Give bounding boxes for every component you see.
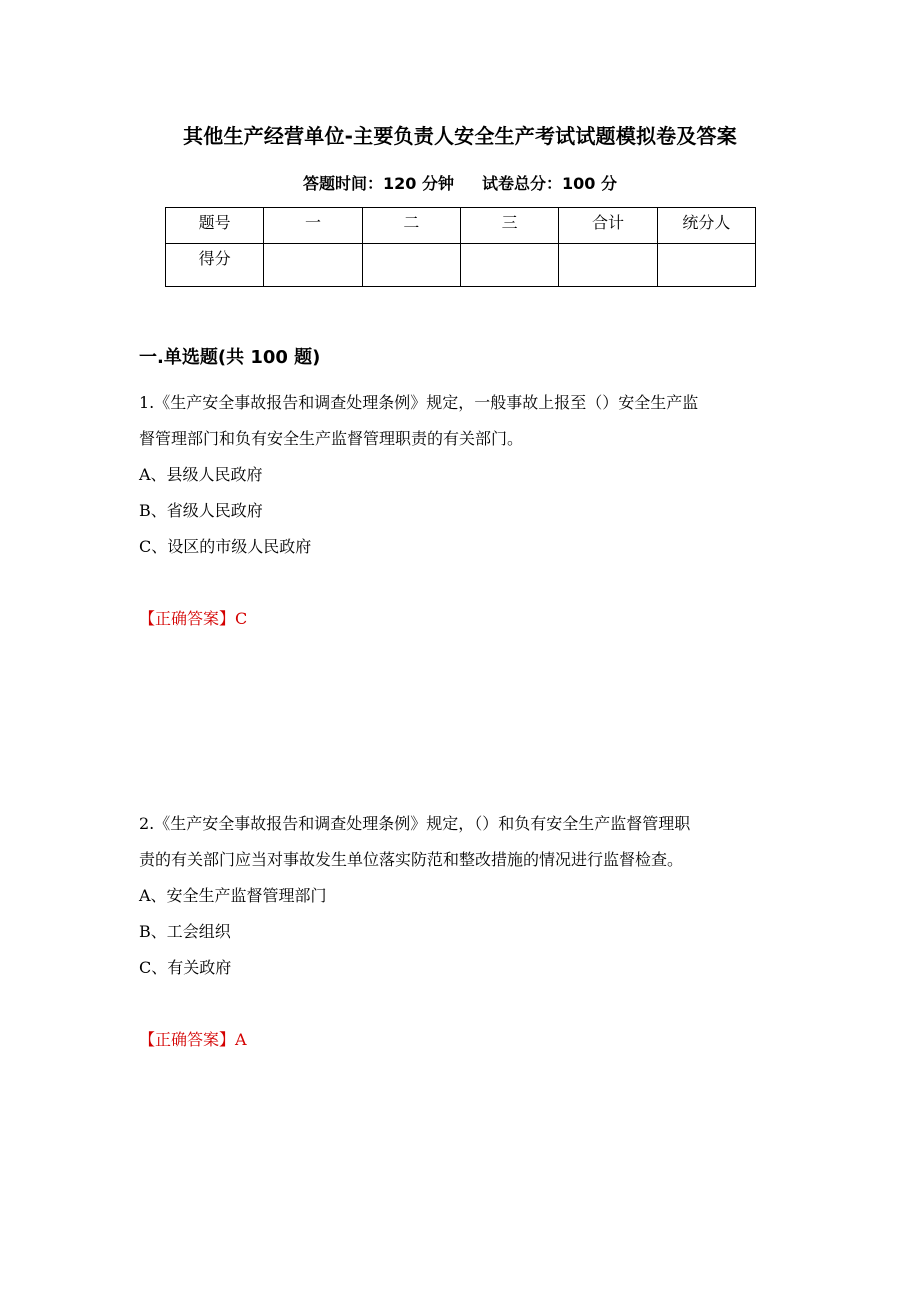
exam-time: 答题时间：120 分钟: [303, 174, 454, 193]
exam-info: [0, 172, 920, 196]
score-row-label: 得分: [166, 244, 264, 287]
score-cell: [657, 244, 755, 287]
exam-title: 其他生产经营单位-主要负责人安全生产考试试题模拟卷及答案: [183, 124, 737, 148]
score-table-header-row: [166, 208, 756, 244]
score-table-header-cell: 二: [362, 208, 460, 244]
score-table-header-cell: 一: [264, 208, 362, 244]
score-cell: [264, 244, 362, 287]
option-b: B、工会组织: [139, 922, 231, 941]
score-table: [165, 207, 756, 287]
answer-value: A: [235, 1030, 247, 1049]
exam-total-score: 试卷总分：100 分: [482, 174, 617, 193]
section-title: 一.单选题(共 100 题): [139, 347, 321, 368]
score-table-header-cell: 合计: [559, 208, 657, 244]
answer-label: 【正确答案】: [139, 1030, 236, 1049]
score-cell: [559, 244, 657, 287]
score-table-header-cell: 统分人: [657, 208, 755, 244]
question-1: [139, 385, 784, 565]
question-stem: 2.《生产安全事故报告和调查处理条例》规定，（）和负有安全生产监督管理职: [139, 814, 691, 833]
question-2: [139, 806, 784, 986]
score-table-header-cell: 三: [460, 208, 558, 244]
option-a: A、安全生产监督管理部门: [139, 886, 327, 905]
question-stem: 1.《生产安全事故报告和调查处理条例》规定，一般事故上报至（）安全生产监: [139, 393, 699, 412]
score-table-header-cell: 题号: [166, 208, 264, 244]
answer-label: 【正确答案】: [139, 609, 236, 628]
answer-2: [139, 1028, 247, 1052]
question-stem: 责的有关部门应当对事故发生单位落实防范和整改措施的情况进行监督检查。: [139, 850, 684, 869]
answer-1: [139, 607, 247, 631]
score-cell: [460, 244, 558, 287]
option-c: C、设区的市级人民政府: [139, 537, 312, 556]
option-a: A、县级人民政府: [139, 465, 263, 484]
question-stem: 督管理部门和负有安全生产监督管理职责的有关部门。: [139, 429, 524, 448]
option-c: C、有关政府: [139, 958, 232, 977]
score-cell: [362, 244, 460, 287]
option-b: B、省级人民政府: [139, 501, 263, 520]
score-table-score-row: [166, 244, 756, 287]
answer-value: C: [235, 609, 248, 628]
